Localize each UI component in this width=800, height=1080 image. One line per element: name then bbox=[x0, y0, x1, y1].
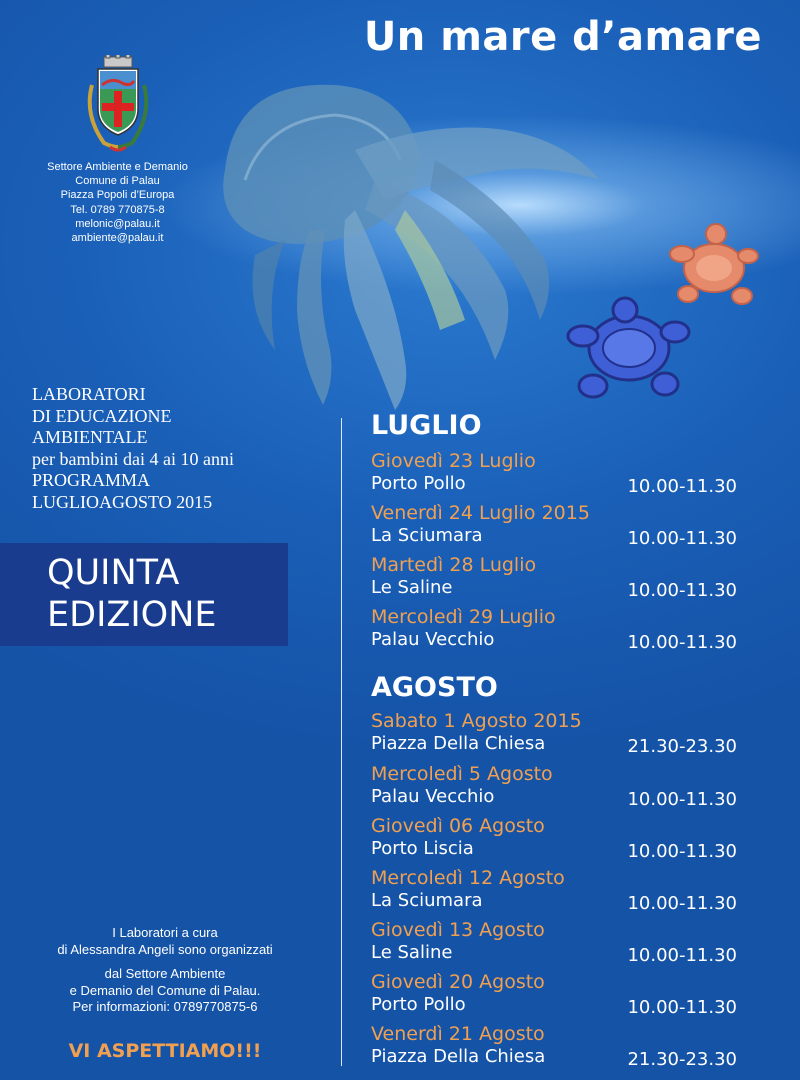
contact-email-1: melonic@palau.it bbox=[75, 217, 160, 230]
blue-turtle-toy-icon bbox=[565, 290, 693, 408]
intro-line-5: PROGRAMMA bbox=[32, 470, 151, 490]
poster-title: Un mare d’amare bbox=[363, 14, 762, 60]
event-date: Venerdì 21 Agosto bbox=[371, 1023, 545, 1045]
event-time: 10.00-11.30 bbox=[627, 528, 737, 549]
contact-email-2: ambiente@palau.it bbox=[71, 232, 164, 245]
event-time: 10.00-11.30 bbox=[627, 580, 737, 601]
event-time: 10.00-11.30 bbox=[627, 945, 737, 966]
event-place: La Sciumara bbox=[371, 525, 483, 546]
event-item bbox=[371, 606, 771, 658]
edition-line-1: QUINTA bbox=[47, 553, 180, 593]
program-intro bbox=[32, 384, 234, 513]
plastic-bag-jellyfish-image bbox=[205, 60, 605, 420]
event-place: Porto Liscia bbox=[371, 838, 474, 859]
event-time: 10.00-11.30 bbox=[627, 476, 737, 497]
event-time: 10.00-11.30 bbox=[627, 841, 737, 862]
event-item bbox=[371, 919, 771, 971]
edition-line-2: EDIZIONE bbox=[47, 595, 217, 635]
contact-block bbox=[20, 160, 215, 245]
event-place: Palau Vecchio bbox=[371, 786, 495, 807]
contact-municipality: Comune di Palau bbox=[75, 175, 160, 188]
event-item bbox=[371, 710, 771, 762]
event-place: Piazza Della Chiesa bbox=[371, 1046, 546, 1067]
municipal-crest-icon bbox=[82, 55, 154, 155]
event-place: Le Saline bbox=[371, 577, 453, 598]
credits-line-1: I Laboratori a cura bbox=[112, 925, 218, 940]
event-item bbox=[371, 1023, 771, 1075]
contact-address: Piazza Popoli d’Europa bbox=[60, 189, 175, 202]
event-time: 10.00-11.30 bbox=[627, 632, 737, 653]
event-date: Giovedì 20 Agosto bbox=[371, 971, 545, 993]
event-date: Giovedì 23 Luglio bbox=[371, 450, 536, 472]
event-item bbox=[371, 450, 771, 502]
event-date: Venerdì 24 Luglio 2015 bbox=[371, 502, 590, 524]
schedule-divider bbox=[341, 418, 342, 1066]
organizer-credits bbox=[20, 925, 310, 1016]
event-item bbox=[371, 502, 771, 554]
month-heading-july: LUGLIO bbox=[371, 410, 482, 441]
event-item bbox=[371, 867, 771, 919]
event-item bbox=[371, 554, 771, 606]
credits-line-2: di Alessandra Angeli sono organizzati bbox=[57, 941, 273, 957]
event-date: Mercoledì 12 Agosto bbox=[371, 867, 565, 889]
event-place: Piazza Della Chiesa bbox=[371, 733, 546, 754]
credits-line-4: e Demanio del Comune di Palau. bbox=[69, 982, 261, 998]
event-time: 21.30-23.30 bbox=[627, 1049, 737, 1070]
event-place: Porto Pollo bbox=[371, 473, 466, 494]
event-date: Mercoledì 5 Agosto bbox=[371, 763, 553, 785]
event-time: 10.00-11.30 bbox=[627, 789, 737, 810]
credits-line-3: dal Settore Ambiente bbox=[104, 966, 226, 981]
credits-line-5: Per informazioni: 0789770875-6 bbox=[72, 999, 258, 1014]
closing-call-to-action: VI ASPETTIAMO!!! bbox=[68, 1040, 262, 1062]
edition-box bbox=[0, 543, 288, 646]
intro-line-2: DI EDUCAZIONE bbox=[32, 405, 172, 426]
intro-line-1: LABORATORI bbox=[32, 384, 146, 404]
intro-line-6: LUGLIOAGOSTO 2015 bbox=[32, 491, 213, 512]
event-place: Porto Pollo bbox=[371, 994, 466, 1015]
event-item bbox=[371, 971, 771, 1023]
event-time: 10.00-11.30 bbox=[627, 997, 737, 1018]
intro-line-3: AMBIENTALE bbox=[32, 427, 148, 447]
event-place: La Sciumara bbox=[371, 890, 483, 911]
event-date: Martedì 28 Luglio bbox=[371, 554, 537, 576]
event-item bbox=[371, 763, 771, 815]
intro-line-4: per bambini dai 4 ai 10 anni bbox=[32, 448, 234, 469]
event-date: Sabato 1 Agosto 2015 bbox=[371, 710, 582, 732]
event-item bbox=[371, 815, 771, 867]
contact-phone: Tel. 0789 770875-8 bbox=[70, 203, 165, 216]
event-place: Le Saline bbox=[371, 942, 453, 963]
contact-office: Settore Ambiente e Demanio bbox=[47, 161, 188, 173]
month-heading-august: AGOSTO bbox=[371, 672, 498, 703]
event-date: Mercoledì 29 Luglio bbox=[371, 606, 556, 628]
event-date: Giovedì 06 Agosto bbox=[371, 815, 545, 837]
event-time: 10.00-11.30 bbox=[627, 893, 737, 914]
event-place: Palau Vecchio bbox=[371, 629, 495, 650]
event-date: Giovedì 13 Agosto bbox=[371, 919, 545, 941]
event-time: 21.30-23.30 bbox=[627, 736, 737, 757]
